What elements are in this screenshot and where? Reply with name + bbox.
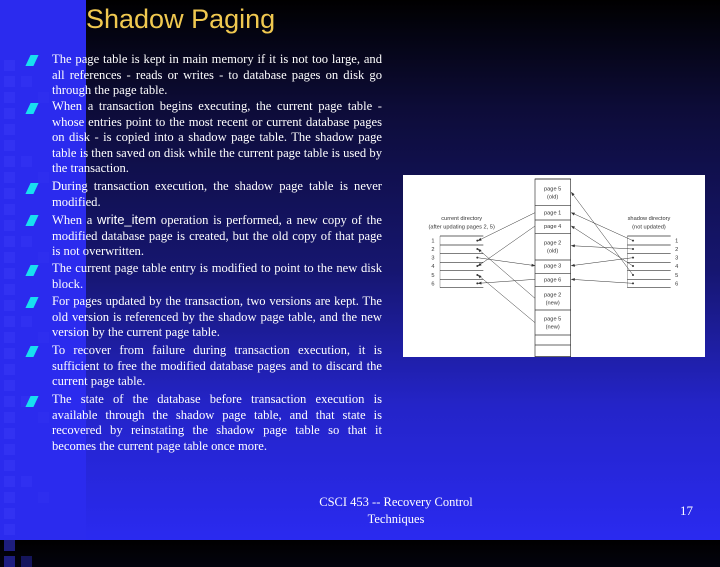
page-label: page 6 (544, 277, 562, 284)
row-number: 2 (431, 247, 435, 253)
slide-title: Shadow Paging (86, 4, 276, 34)
decorative-square (4, 124, 15, 135)
footer (290, 494, 502, 528)
current-pointer-arrow (478, 275, 535, 323)
decorative-square (38, 412, 49, 423)
decorative-square (4, 332, 15, 343)
page-label: page 2 (544, 240, 562, 247)
decorative-square (21, 76, 32, 87)
current-directory-sublabel: (after updating pages 2, 5) (428, 224, 495, 231)
row-number: 6 (431, 281, 435, 288)
decorative-square (4, 236, 15, 247)
shadow-pointer-arrow (571, 279, 633, 283)
row-number: 5 (431, 273, 435, 279)
decorative-square (4, 492, 15, 503)
row-number: 3 (431, 255, 435, 262)
bullet-text (52, 212, 382, 260)
decorative-square (4, 76, 15, 87)
decorative-square (4, 508, 15, 519)
page-sublabel: (old) (547, 194, 559, 201)
decorative-square (21, 556, 32, 567)
decorative-square (38, 92, 49, 103)
page-sublabel: (new) (545, 300, 560, 307)
decorative-square (38, 492, 49, 503)
decorative-square (4, 316, 15, 327)
decorative-square (4, 396, 15, 407)
page-number: 17 (680, 503, 693, 518)
shadow-directory-sublabel: (not updated) (632, 224, 666, 231)
decorative-square (4, 268, 15, 279)
page-sublabel: (new) (545, 324, 560, 331)
decorative-square (21, 476, 32, 487)
page-label: page 5 (544, 186, 562, 193)
text-segment: operation is performed, a new copy of the modified database page is created, but the old copy of that page is not overwritten. (52, 213, 382, 259)
bullet-text: During transaction execution, the shadow page table is never modified. (52, 179, 382, 209)
decorative-square (4, 476, 15, 487)
footer-line-2: Techniques (367, 512, 425, 526)
decorative-square (4, 220, 15, 231)
diagram-svg (403, 175, 705, 357)
row-number: 4 (431, 264, 435, 270)
current-pointer-arrow (477, 258, 535, 266)
decorative-square (4, 172, 15, 183)
footer-line-1: CSCI 453 -- Recovery Control (319, 495, 473, 509)
page-label: page 3 (544, 263, 562, 270)
page-label: page 5 (544, 316, 562, 323)
decorative-square (4, 460, 15, 471)
bullet-text: To recover from failure during transaction execution, it is sufficient to free the modified database pages and to discard the current page table. (52, 343, 382, 389)
text-segment: When a (52, 213, 97, 227)
page-label: page 2 (544, 292, 562, 299)
decorative-square (4, 412, 15, 423)
decorative-square (4, 348, 15, 359)
page-label: page 1 (544, 210, 562, 217)
decorative-square (4, 444, 15, 455)
decorative-square (21, 236, 32, 247)
decorative-square (38, 332, 49, 343)
decorative-square (38, 252, 49, 263)
decorative-square (4, 92, 15, 103)
row-number: 6 (675, 281, 679, 288)
current-pointer-arrow (478, 279, 535, 283)
shadow-pointer-arrow (571, 213, 633, 241)
decorative-square (38, 172, 49, 183)
decorative-square (4, 60, 15, 71)
row-number: 5 (675, 273, 679, 279)
shadow-directory-label: shadow directory (627, 216, 671, 222)
page-label: page 4 (544, 224, 562, 230)
bullet-text: The current page table entry is modified to point to the new disk block. (52, 261, 382, 291)
decorative-square (4, 252, 15, 263)
decorative-square (4, 524, 15, 535)
decorative-square (4, 156, 15, 167)
decorative-square (4, 364, 15, 375)
shadow-pointer-arrow (571, 192, 633, 275)
bullet-text: The state of the database before transaction execution is available through the shadow page table, and that state is recovered by reinstating the shadow page table so that it becomes the current page table once more. (52, 392, 382, 453)
current-pointer-arrow (478, 249, 535, 298)
bullet-text: For pages updated by the transaction, two versions are kept. The old version is referenced by the shadow page table, and the new version by the current page table. (52, 294, 382, 340)
bullet-text: When a transaction begins executing, the current page table - whose entries point to the most recent or current database pages on disk - is copied into a shadow page table. The shadow page table is then saved on disk while the current page table is used by the transaction. (52, 99, 382, 176)
shadow-pointer-arrow (571, 258, 633, 266)
decorative-square (21, 316, 32, 327)
current-directory-label: current directory (441, 216, 483, 222)
row-number: 1 (431, 238, 435, 245)
decorative-square (4, 140, 15, 151)
decorative-square (4, 540, 15, 551)
shadow-paging-diagram (403, 175, 705, 357)
decorative-square (4, 284, 15, 295)
row-number: 3 (675, 255, 679, 262)
decorative-square (21, 156, 32, 167)
decorative-square (4, 204, 15, 215)
page-sublabel: (old) (547, 248, 559, 255)
decorative-square (4, 108, 15, 119)
decorative-square (4, 556, 15, 567)
row-number: 1 (675, 238, 679, 245)
decorative-square (4, 300, 15, 311)
decorative-square (4, 188, 15, 199)
row-number: 4 (675, 264, 679, 270)
decorative-square (4, 428, 15, 439)
decorative-square (4, 380, 15, 391)
current-pointer-arrow (478, 226, 535, 266)
code-term: write_item (96, 212, 157, 227)
row-number: 2 (675, 247, 679, 253)
bullet-text: The page table is kept in main memory if it is not too large, and all references - reads or writes - to database pages on disk go through the page table. (52, 52, 382, 98)
